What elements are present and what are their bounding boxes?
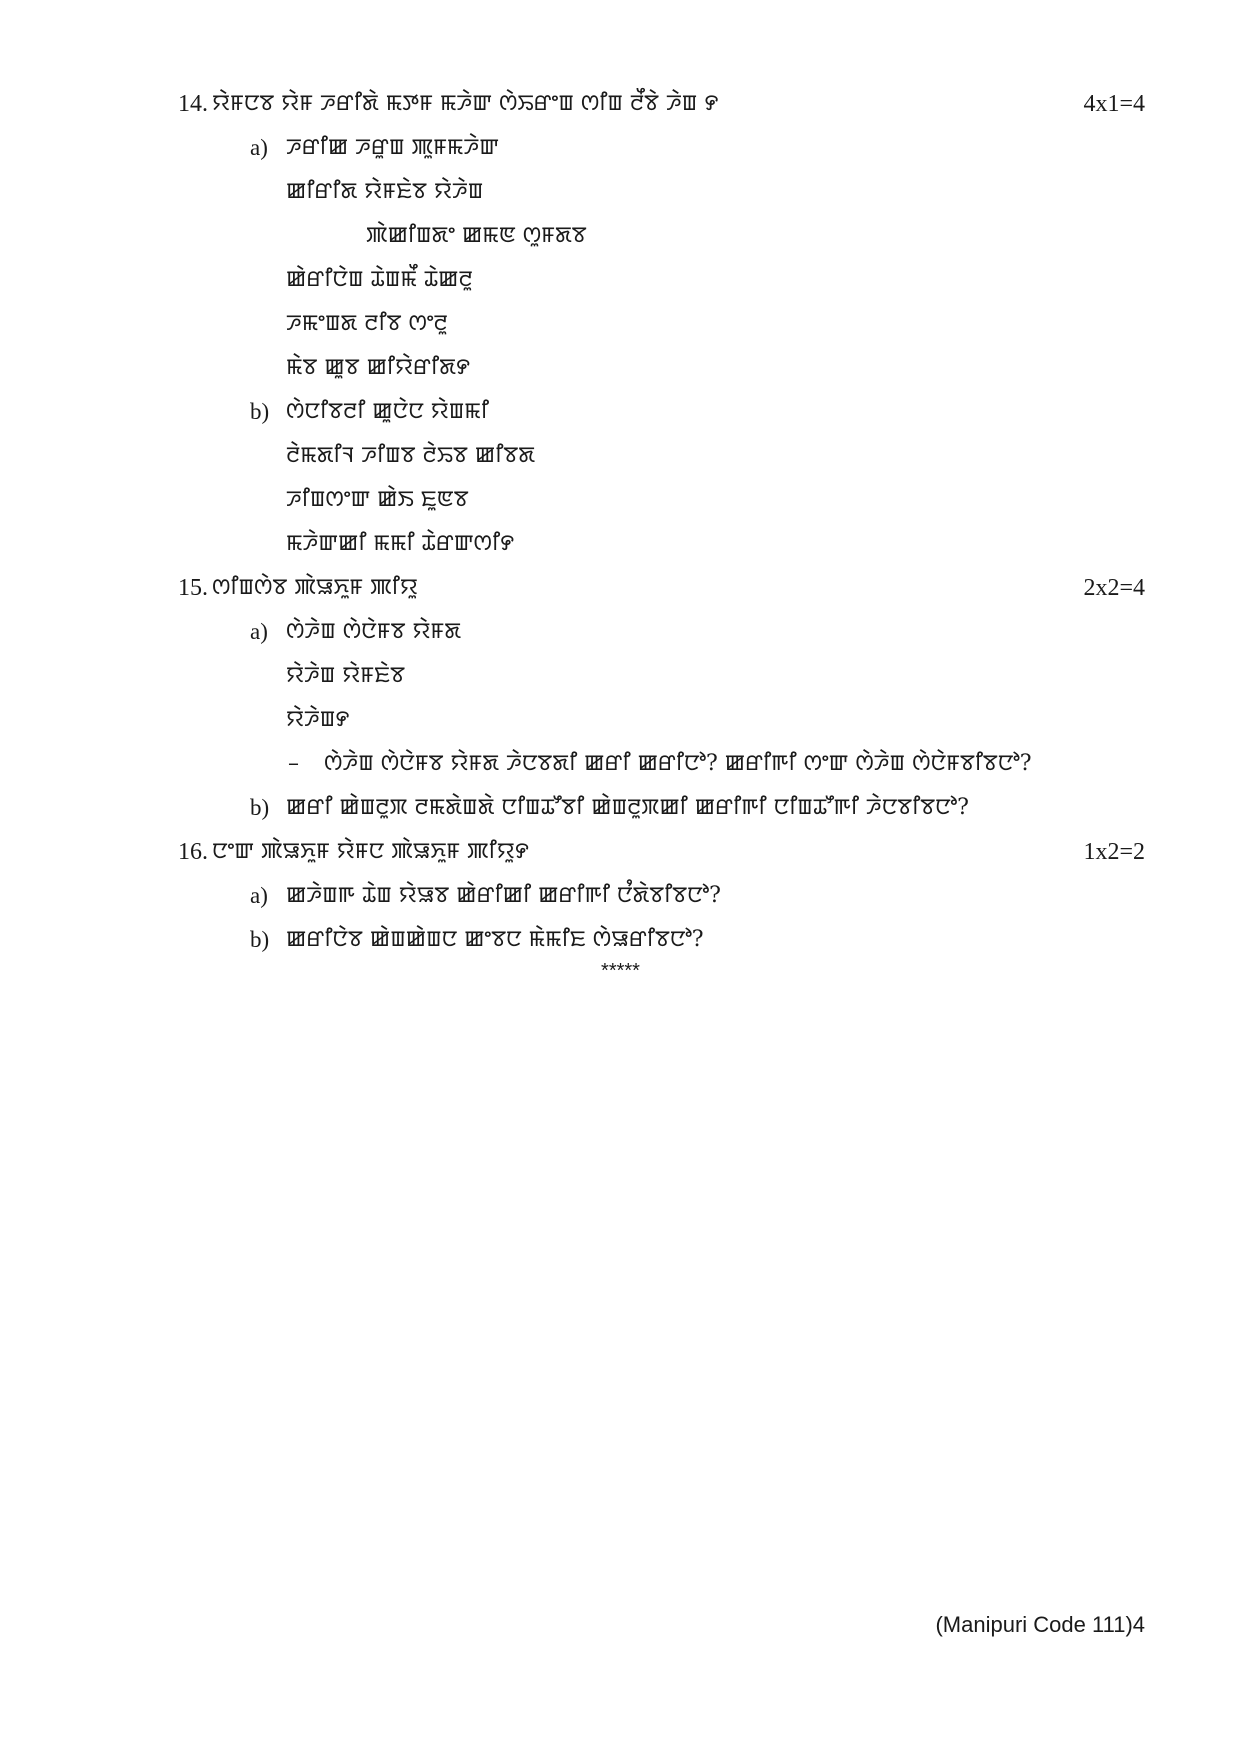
question-number: 16.: [178, 839, 208, 865]
q15-b: [0, 788, 1241, 828]
question-marks: 2x2=4: [1083, 575, 1145, 601]
question-text: ꯅꯦꯛ ꯄꯥꯎꯈꯨꯝ ꯌꯥꯝꯅ ꯄꯥꯎꯈꯨꯝ ꯄꯤꯌꯨ꯸: [212, 839, 529, 864]
q15-a-question: [0, 744, 1241, 784]
q14-a-line-6: [0, 348, 1241, 388]
question-number: 15.: [178, 575, 208, 601]
subquestion-label: a): [250, 135, 268, 160]
poem-line: ꯀꯥꯔꯤꯅꯥꯡ ꯊꯥꯡꯃꯩ ꯊꯥꯀꯂꯨ: [286, 267, 473, 292]
q14-a-line-3: [0, 216, 1241, 256]
question-text: ꯌꯥꯝꯅꯕ ꯌꯥꯝ ꯍꯔꯤꯗꯥ ꯃꯇꯝ ꯃꯍꯥꯛ ꯁꯥꯢꯔꯦꯡ ꯁꯤꯡ ꯂꯩꯕꯥ ꯍꯥꯡ ꯸: [212, 91, 719, 116]
subquestion-text: ꯀꯔꯤꯅꯥꯕ ꯀꯥꯡꯀꯥꯡꯅ ꯀꯦꯕꯅ ꯃꯥꯃꯤꯐ ꯁꯥꯎꯔꯤꯕꯅꯣ?: [286, 927, 704, 952]
question-15-header: [0, 568, 1241, 608]
poem-line: ꯁꯥꯅꯤꯕꯂꯤ ꯀꯨꯅꯥꯅ ꯌꯥꯡꯃꯤ: [286, 399, 489, 424]
proverb-line: ꯌꯥꯍꯥꯡ ꯌꯥꯝꯐꯥꯕ: [286, 663, 405, 688]
q15-a-line-2: [0, 656, 1241, 696]
poem-line: ꯃꯥꯕ ꯀꯨꯕ ꯀꯤꯌꯥꯔꯤꯗ꯸: [286, 355, 470, 380]
poem-line: ꯄꯥꯀꯤꯡꯗꯦ ꯀꯃꯟ ꯁꯨꯝꯗꯕ: [366, 223, 587, 248]
subquestion-label: a): [250, 619, 268, 644]
page-footer: (Manipuri Code 111)4: [935, 1612, 1145, 1637]
question-marks: 4x1=4: [1083, 91, 1145, 117]
q14-a-line-5: [0, 304, 1241, 344]
subquestion-label: b): [250, 927, 270, 952]
question-14-header: [0, 84, 1241, 124]
q15-a-line-1: [0, 612, 1241, 652]
poem-line: ꯂꯥꯃꯗꯤꯜ ꯍꯤꯡꯕ ꯂꯥꯢꯕ ꯀꯤꯕꯗ: [286, 443, 535, 468]
subquestion-label: a): [250, 883, 268, 908]
poem-line: ꯍꯔꯤꯀ ꯍꯔꯨꯡ ꯄꯨꯝꯃꯍꯥꯛ: [286, 135, 499, 160]
proverb-line: ꯌꯥꯍꯥꯡ꯸: [286, 707, 350, 732]
subquestion-text: ꯁꯥꯍꯥꯡ ꯁꯥꯅꯥꯝꯕ ꯌꯥꯝꯗ ꯍꯥꯅꯕꯗꯤ ꯀꯔꯤ ꯀꯔꯤꯅꯣ? ꯀꯔꯤꯒꯤ ꯁꯦꯛ ꯁꯥꯍꯥꯡ ꯁꯥꯅꯥꯝꯕꯤꯕꯅꯣ?: [324, 751, 1032, 776]
poem-line: ꯍꯃꯦꯡꯗ ꯂꯤꯕ ꯁꯦꯂꯨ: [286, 311, 448, 336]
question-marks: 1x2=2: [1083, 839, 1145, 865]
q14-b-line-1: [0, 392, 1241, 432]
question-text: ꯁꯤꯡꯁꯥꯕ ꯄꯥꯎꯈꯨꯝ ꯄꯤꯌꯨ: [212, 575, 418, 600]
question-number: 14.: [178, 91, 208, 117]
q14-b-line-2: [0, 436, 1241, 476]
q14-a-line-2: [0, 172, 1241, 212]
q14-a-line-1: [0, 128, 1241, 168]
q14-b-line-3: [0, 480, 1241, 520]
q16-a: [0, 876, 1241, 916]
q16-b: [0, 920, 1241, 960]
q14-a-line-4: [0, 260, 1241, 300]
dash-bullet: –: [288, 751, 299, 776]
poem-line: ꯀꯤꯔꯤꯗ ꯌꯥꯝꯐꯥꯕ ꯌꯥꯍꯥꯡ: [286, 179, 484, 204]
q15-a-line-3: [0, 700, 1241, 740]
subquestion-text: ꯀꯔꯤ ꯀꯥꯡꯂꯨꯞ ꯂꯃꯗꯥꯡꯗꯥ ꯅꯤꯡꯊꯧꯕꯤ ꯀꯥꯡꯂꯨꯞꯀꯤ ꯀꯔꯤꯒꯤ ꯅꯤꯡꯊꯧꯒꯤ ꯍꯥꯅꯕꯤꯕꯅꯣ?: [286, 795, 969, 820]
q14-b-line-4: [0, 524, 1241, 564]
end-marker: *****: [601, 960, 640, 982]
proverb-line: ꯁꯥꯍꯥꯡ ꯁꯥꯅꯥꯝꯕ ꯌꯥꯝꯗ: [286, 619, 462, 644]
poem-line: ꯍꯤꯡꯁꯦꯛ ꯀꯥꯏ ꯐꯨꯟꯕ: [286, 487, 469, 512]
subquestion-label: b): [250, 795, 270, 820]
subquestion-label: b): [250, 399, 270, 424]
subquestion-text: ꯀꯍꯥꯡꯒ ꯊꯥꯡ ꯌꯥꯎꯕ ꯀꯥꯔꯤꯀꯤ ꯀꯔꯤꯒꯤ ꯅꯪꯗꯥꯕꯤꯕꯅꯣ?: [286, 883, 721, 908]
question-16-header: [0, 832, 1241, 872]
poem-line: ꯃꯍꯥꯛꯀꯤ ꯃꯃꯤ ꯊꯥꯔꯛꯁꯤ꯸: [286, 531, 515, 556]
